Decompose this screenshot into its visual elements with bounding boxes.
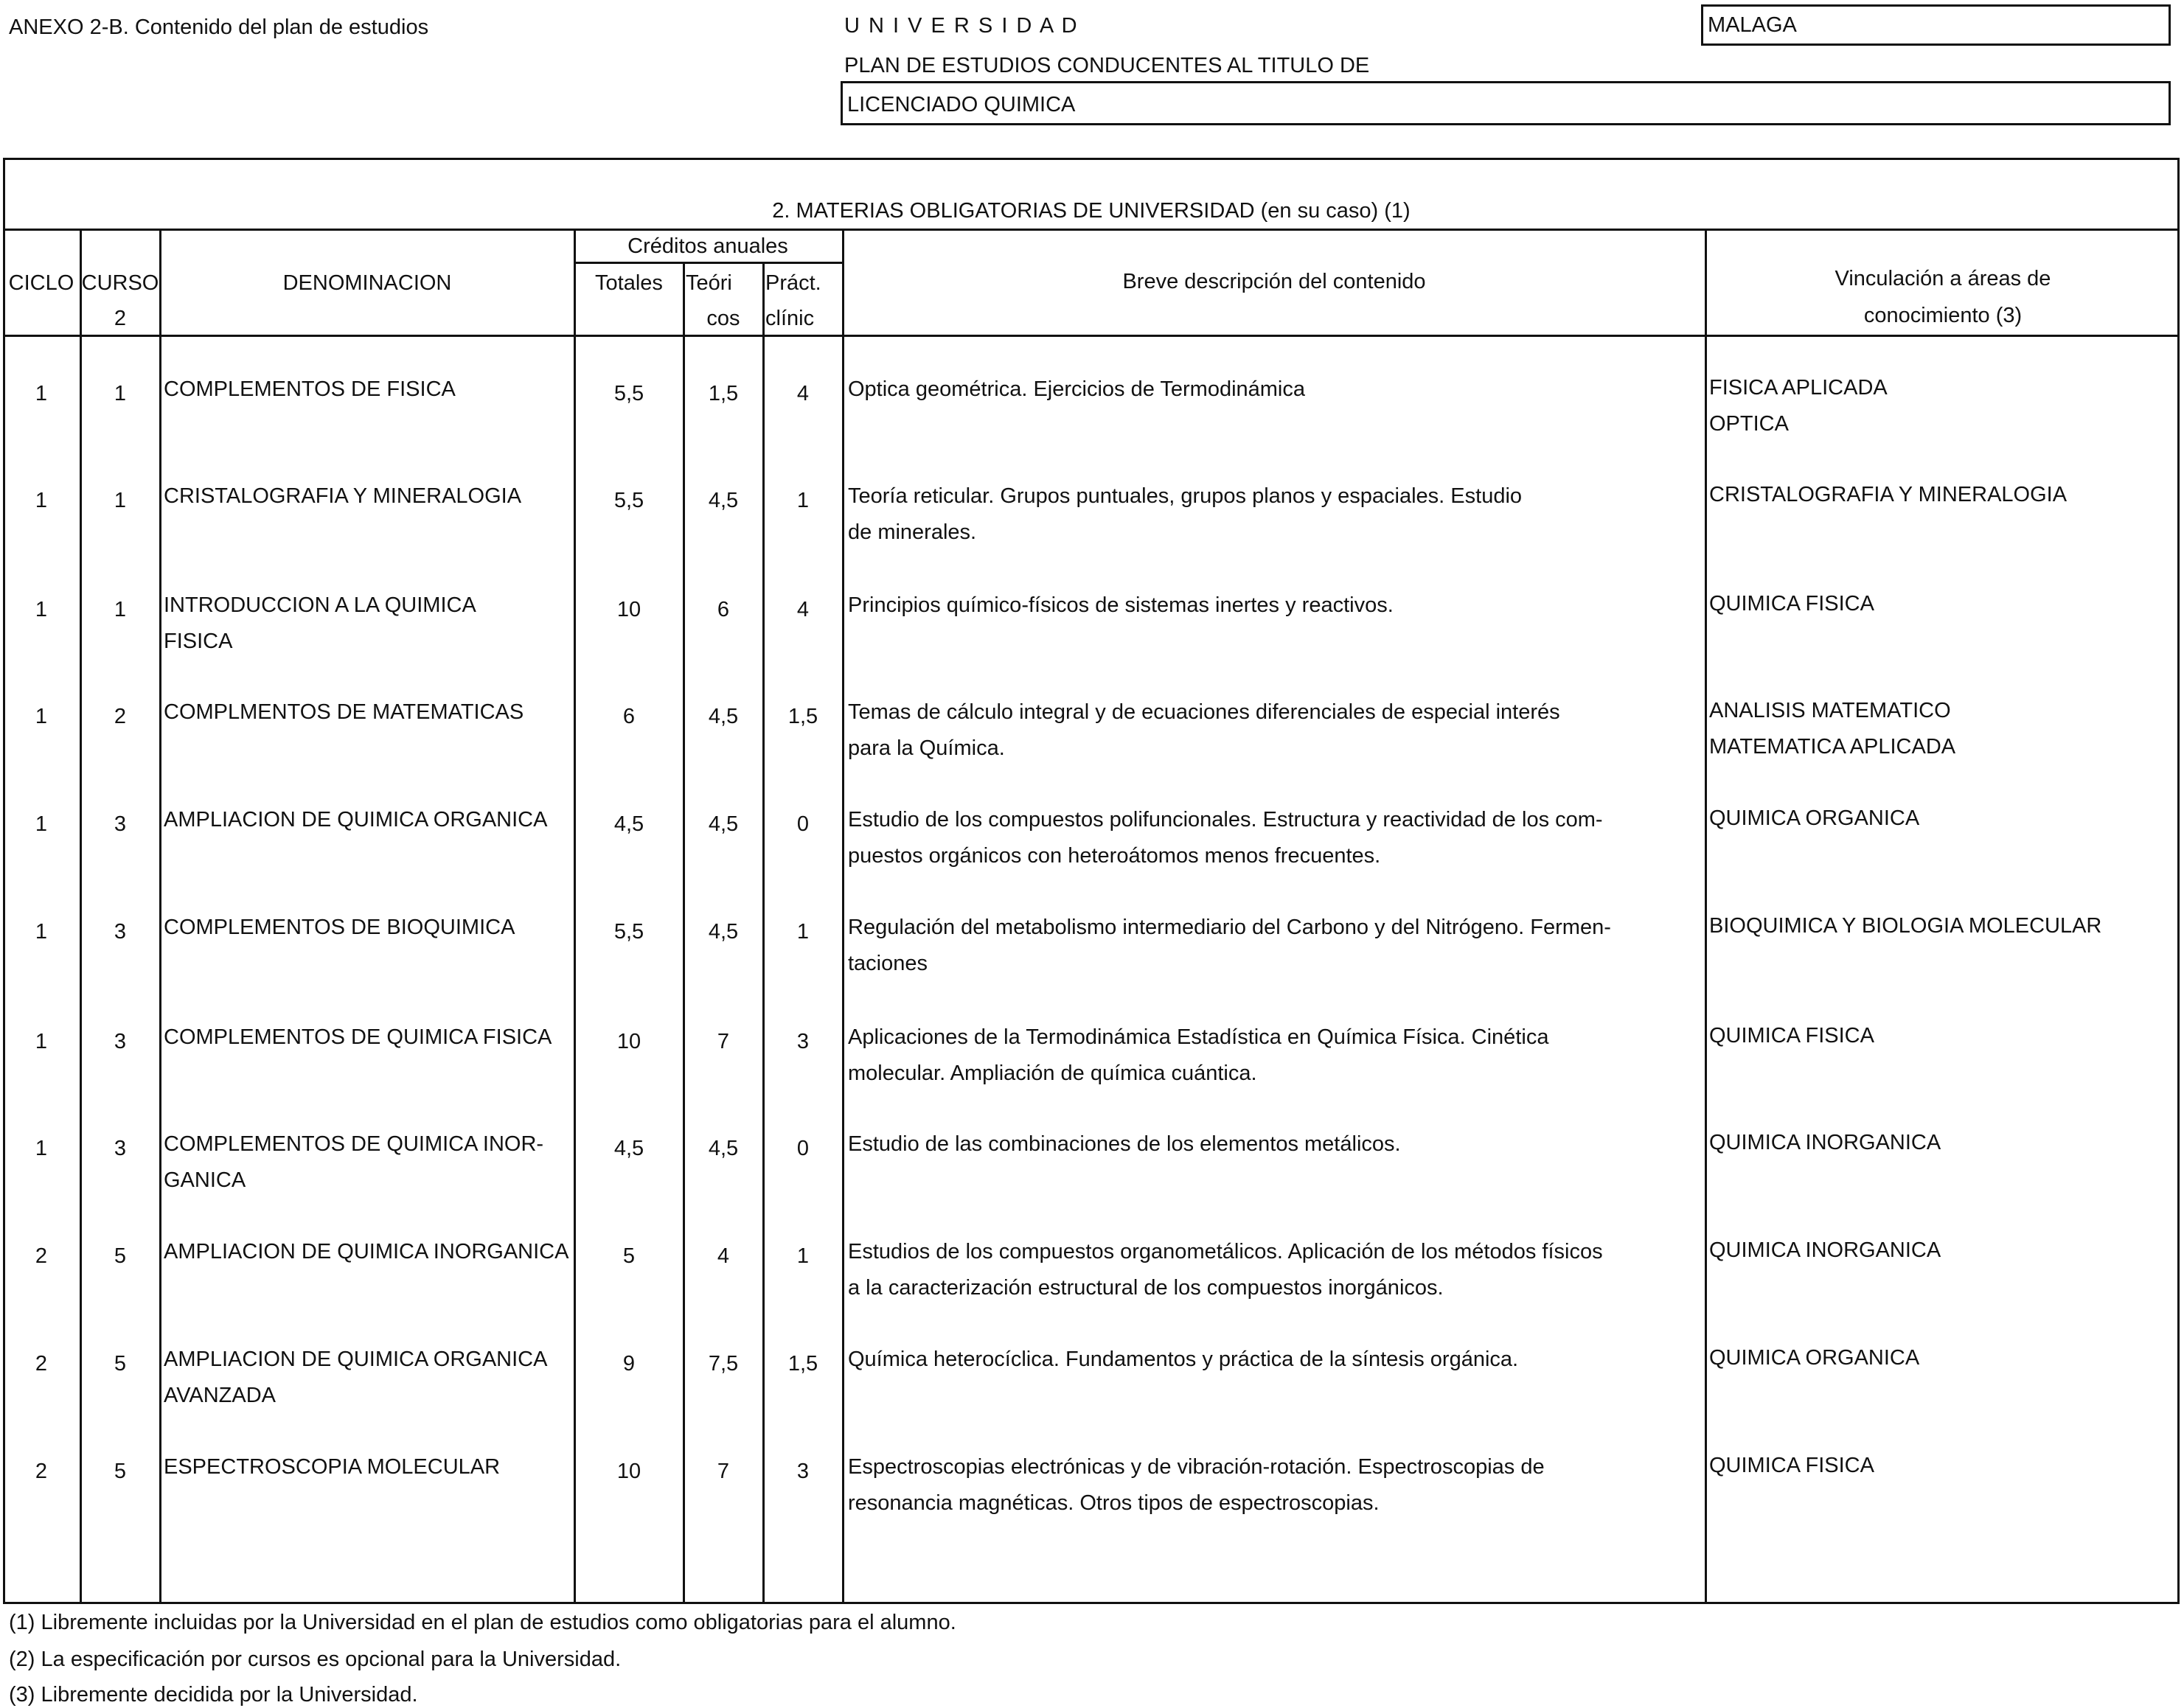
titulo-value: LICENCIADO QUIMICA [847, 93, 1076, 116]
cell-curso: 3 [114, 812, 127, 836]
cell-curso: 1 [114, 382, 127, 405]
cell-descripcion-line1: Temas de cálculo integral y de ecuaciones diferenciales de especial interés [848, 700, 1560, 724]
cell-totales: 4,5 [613, 812, 644, 836]
cell-teoricos: 7,5 [708, 1352, 739, 1376]
col-ciclo: CICLO [8, 271, 74, 295]
cell-descripcion-line2: taciones [848, 952, 928, 975]
cell-area-line1: QUIMICA FISICA [1709, 592, 1874, 616]
cell-denominacion-line1: AMPLIACION DE QUIMICA ORGANICA [164, 808, 548, 832]
cell-totales: 4,5 [613, 1137, 644, 1160]
cell-ciclo: 1 [35, 1030, 48, 1053]
cell-teoricos: 4 [717, 1244, 730, 1268]
cell-totales: 6 [622, 705, 636, 728]
cell-area-line1: QUIMICA FISICA [1709, 1454, 1874, 1477]
cell-practicos: 1 [796, 489, 810, 512]
plan-label: PLAN DE ESTUDIOS CONDUCENTES AL TITULO DE [844, 54, 1370, 77]
cell-totales: 9 [622, 1352, 636, 1376]
cell-totales: 10 [616, 598, 641, 621]
cell-descripcion-line1: Química heterocíclica. Fundamentos y práctica de la síntesis orgánica. [848, 1348, 1519, 1371]
cell-teoricos: 4,5 [708, 489, 739, 512]
cell-curso: 2 [114, 705, 127, 728]
col-vinculacion: Vinculación a áreas de [1835, 267, 2051, 290]
cell-denominacion-line1: COMPLEMENTOS DE QUIMICA FISICA [164, 1025, 552, 1049]
col-pract: Práct. [765, 271, 821, 295]
cell-descripcion-line1: Aplicaciones de la Termodinámica Estadística en Química Física. Cinética [848, 1025, 1549, 1049]
cell-teoricos: 4,5 [708, 920, 739, 944]
creditos-header: Créditos anuales [627, 234, 788, 258]
footnote-2: (2) La especificación por cursos es opcional para la Universidad. [9, 1648, 622, 1671]
cell-practicos: 3 [796, 1030, 810, 1053]
cell-curso: 1 [114, 489, 127, 512]
col-divider-pract [842, 229, 844, 1604]
col-curso: CURSO [81, 271, 159, 295]
cell-totales: 10 [616, 1030, 641, 1053]
cell-area-line1: CRISTALOGRAFIA Y MINERALOGIA [1709, 483, 2068, 506]
cell-denominacion-line1: COMPLMENTOS DE MATEMATICAS [164, 700, 524, 724]
cell-descripcion-line1: Estudio de las combinaciones de los elementos metálicos. [848, 1132, 1401, 1156]
cell-descripcion-line1: Espectroscopias electrónicas y de vibración-rotación. Espectroscopias de [848, 1455, 1545, 1479]
cell-ciclo: 2 [35, 1244, 48, 1268]
cell-descripcion-line2: molecular. Ampliación de química cuántica. [848, 1062, 1257, 1085]
cell-descripcion-line2: para la Química. [848, 736, 1005, 760]
titulo-box [841, 81, 2171, 125]
cell-curso: 5 [114, 1352, 127, 1376]
col-denominacion: DENOMINACION [282, 271, 452, 295]
cell-area-line1: BIOQUIMICA Y BIOLOGIA MOLECULAR [1709, 914, 2102, 938]
cell-teoricos: 4,5 [708, 1137, 739, 1160]
cell-ciclo: 1 [35, 812, 48, 836]
cell-area-line2: OPTICA [1709, 412, 1789, 436]
col-divider-curso [159, 229, 161, 1604]
cell-descripcion-line2: puestos orgánicos con heteroátomos menos frecuentes. [848, 844, 1381, 868]
cell-ciclo: 1 [35, 705, 48, 728]
cell-denominacion-line1: AMPLIACION DE QUIMICA ORGANICA [164, 1348, 548, 1371]
col-teori-2: cos [706, 307, 740, 330]
header-bottom-divider [3, 335, 2180, 337]
cell-curso: 5 [114, 1244, 127, 1268]
annex-title: ANEXO 2-B. Contenido del plan de estudios [9, 15, 429, 39]
cell-totales: 10 [616, 1460, 641, 1483]
cell-denominacion-line1: ESPECTROSCOPIA MOLECULAR [164, 1455, 501, 1479]
cell-practicos: 4 [796, 598, 810, 621]
cell-ciclo: 1 [35, 598, 48, 621]
cell-area-line1: QUIMICA ORGANICA [1709, 1346, 1920, 1370]
cell-totales: 5,5 [613, 920, 644, 944]
col-curso-note: 2 [114, 307, 127, 330]
col-descripcion: Breve descripción del contenido [1122, 270, 1426, 293]
universidad-label: U N I V E R S I D A D [844, 14, 1079, 38]
cell-denominacion-line1: INTRODUCCION A LA QUIMICA [164, 593, 476, 617]
cell-area-line2: MATEMATICA APLICADA [1709, 735, 1956, 759]
footnote-3: (3) Libremente decidida por la Universidad. [9, 1683, 418, 1707]
cell-descripcion-line1: Optica geométrica. Ejercicios de Termodinámica [848, 377, 1306, 401]
universidad-value: MALAGA [1708, 13, 1797, 37]
cell-ciclo: 2 [35, 1460, 48, 1483]
cell-practicos: 0 [796, 812, 810, 836]
cell-area-line1: QUIMICA FISICA [1709, 1024, 1874, 1048]
col-divider-desc [1705, 229, 1707, 1604]
cell-practicos: 1 [796, 920, 810, 944]
cell-practicos: 4 [796, 382, 810, 405]
cell-denominacion-line2: GANICA [164, 1168, 246, 1192]
cell-ciclo: 1 [35, 920, 48, 944]
cell-teoricos: 4,5 [708, 705, 739, 728]
cell-denominacion-line2: FISICA [164, 630, 233, 653]
col-vinculacion-2: conocimiento (3) [1863, 304, 2023, 327]
cell-teoricos: 1,5 [708, 382, 739, 405]
cell-practicos: 1 [796, 1244, 810, 1268]
cell-totales: 5 [622, 1244, 636, 1268]
cell-denominacion-line1: COMPLEMENTOS DE FISICA [164, 377, 456, 401]
cell-practicos: 3 [796, 1460, 810, 1483]
cell-teoricos: 6 [717, 598, 730, 621]
cell-curso: 3 [114, 920, 127, 944]
cell-denominacion-line1: COMPLEMENTOS DE BIOQUIMICA [164, 916, 515, 939]
cell-practicos: 0 [796, 1137, 810, 1160]
cell-area-line1: ANALISIS MATEMATICO [1709, 699, 1951, 722]
cell-totales: 5,5 [613, 489, 644, 512]
cell-curso: 3 [114, 1137, 127, 1160]
cell-totales: 5,5 [613, 382, 644, 405]
cell-descripcion-line1: Estudio de los compuestos polifuncionales. Estructura y reactividad de los com- [848, 808, 1603, 832]
col-totales: Totales [595, 271, 663, 295]
cell-teoricos: 7 [717, 1030, 730, 1053]
cell-teoricos: 7 [717, 1460, 730, 1483]
cell-curso: 1 [114, 598, 127, 621]
cell-curso: 5 [114, 1460, 127, 1483]
cell-denominacion-line1: AMPLIACION DE QUIMICA INORGANICA [164, 1240, 569, 1263]
cell-ciclo: 1 [35, 382, 48, 405]
cell-area-line1: QUIMICA INORGANICA [1709, 1131, 1941, 1154]
cell-area-line1: QUIMICA ORGANICA [1709, 806, 1920, 830]
table-title: 2. MATERIAS OBLIGATORIAS DE UNIVERSIDAD (en su caso) (1) [772, 199, 1411, 223]
cell-descripcion-line1: Estudios de los compuestos organometálicos. Aplicación de los métodos físicos [848, 1240, 1603, 1263]
cell-descripcion-line2: a la caracterización estructural de los compuestos inorgánicos. [848, 1276, 1444, 1300]
cell-area-line1: FISICA APLICADA [1709, 376, 1888, 400]
cell-descripcion-line1: Teoría reticular. Grupos puntuales, grupos planos y espaciales. Estudio [848, 484, 1523, 508]
cell-descripcion-line2: de minerales. [848, 520, 977, 544]
cell-area-line1: QUIMICA INORGANICA [1709, 1238, 1941, 1262]
cell-descripcion-line1: Principios químico-físicos de sistemas inertes y reactivos. [848, 593, 1394, 617]
cell-denominacion-line1: COMPLEMENTOS DE QUIMICA INOR- [164, 1132, 544, 1156]
cell-ciclo: 2 [35, 1352, 48, 1376]
cell-denominacion-line2: AVANZADA [164, 1384, 277, 1407]
cell-ciclo: 1 [35, 1137, 48, 1160]
cell-teoricos: 4,5 [708, 812, 739, 836]
cell-denominacion-line1: CRISTALOGRAFIA Y MINERALOGIA [164, 484, 522, 508]
cell-practicos: 1,5 [787, 705, 818, 728]
universidad-box [1701, 4, 2171, 46]
footnote-1: (1) Libremente incluidas por la Universidad en el plan de estudios como obligatorias para el alumno. [9, 1611, 956, 1634]
cell-descripcion-line2: resonancia magnéticas. Otros tipos de espectroscopias. [848, 1491, 1380, 1515]
cell-practicos: 1,5 [787, 1352, 818, 1376]
col-teori: Teóri [686, 271, 732, 295]
col-pract-2: clínic [765, 307, 815, 330]
cell-curso: 3 [114, 1030, 127, 1053]
cell-ciclo: 1 [35, 489, 48, 512]
cell-descripcion-line1: Regulación del metabolismo intermediario del Carbono y del Nitrógeno. Fermen- [848, 916, 1611, 939]
